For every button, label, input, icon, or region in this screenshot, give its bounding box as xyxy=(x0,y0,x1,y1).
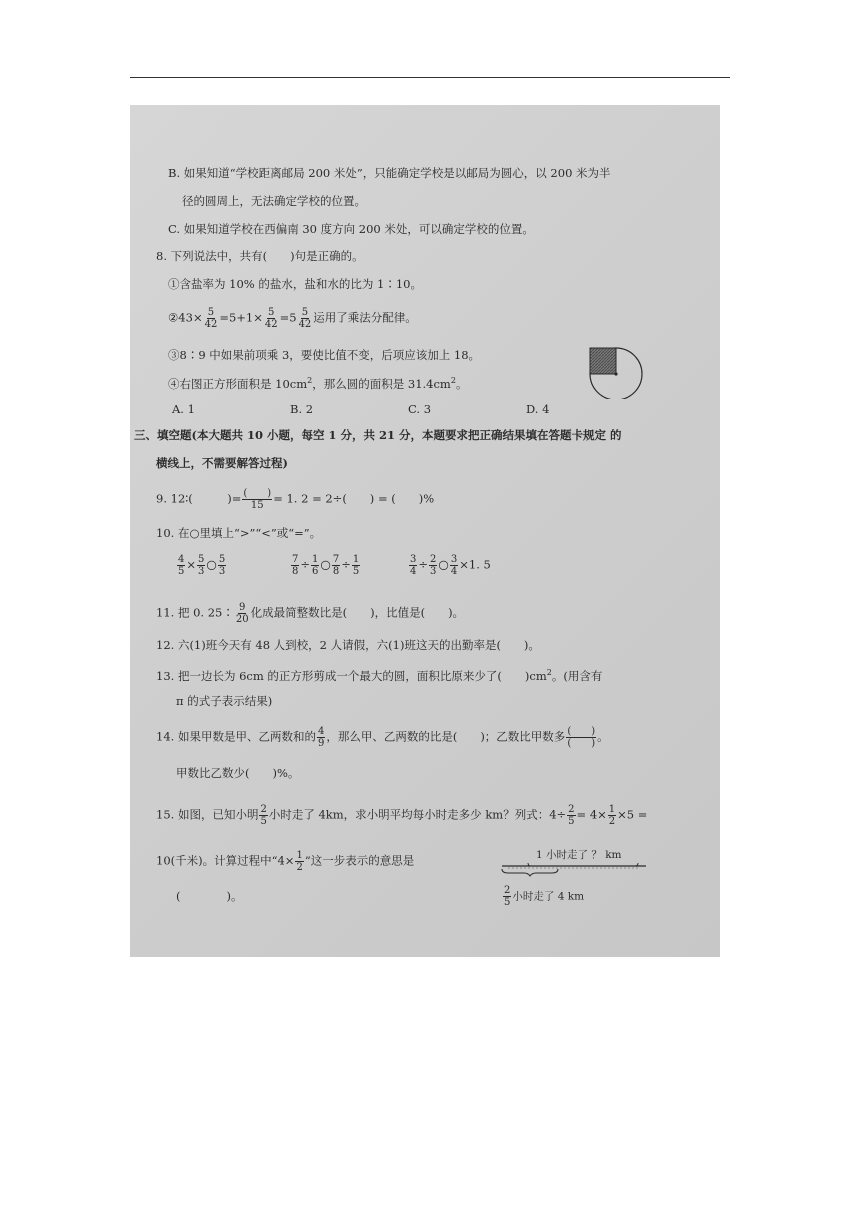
q8-option-b: B. 2 xyxy=(290,402,314,416)
q15-line1: 15. 如图，已知小明 $\frac{2}{5}$ 小时走了 4km，求小明平均每小时走多少 km？列式：4÷ $\frac{2}{5}$ = 4× $\frac{1}{2}$ ×5 = xyxy=(156,804,648,827)
fraction: $\frac{5}{42}$ xyxy=(204,307,218,330)
q8-option-d: D. 4 xyxy=(526,402,550,416)
q13-line2: π 的式子表示结果) xyxy=(176,694,273,708)
compare-circle: ○ xyxy=(206,557,217,572)
q7-option-c: C. 如果知道学校在西偏南 30 度方向 200 米处，可以确定学校的位置。 xyxy=(168,222,534,236)
q8-option-c: C. 3 xyxy=(408,402,432,416)
compare-circle: ○ xyxy=(438,557,449,572)
q13-line1: 13. 把一边长为 6cm 的正方形剪成一个最大的圆，面积比原来少了( )$cm^2$。(用含有 xyxy=(156,668,603,683)
compare-circle: ○ xyxy=(320,557,331,572)
q10-stem: 10. 在○里填上“>”“<”或“=”。 xyxy=(156,526,322,540)
section3-title-line2: 横线上，不需要解答过程) xyxy=(156,456,288,470)
diagram-bottom-label: $\frac{2}{5}$ 小时走了 4 km xyxy=(504,885,585,908)
q14-line2: 甲数比乙数少( )%。 xyxy=(176,766,300,780)
fraction: $\frac{5}{42}$ xyxy=(264,307,278,330)
q10-expression-2: $\frac{7}{8}$ ÷ $\frac{1}{6}$ ○ $\frac{7}{8}$ ÷ $\frac{1}{5}$ xyxy=(292,554,360,577)
q8-statement-1: ①含盐率为 10% 的盐水，盐和水的比为 1∶10。 xyxy=(168,277,422,291)
q7-option-b-line2: 径的圆周上，无法确定学校的位置。 xyxy=(182,194,366,208)
q12: 12. 六(1)班今天有 48 人到校，2 人请假，六(1)班这天的出勤率是( )。 xyxy=(156,638,540,652)
q8-statement-2: ②43× $\frac{5}{42}$ =5+1× $\frac{5}{42}$ =5 $\frac{5}{42}$ 运用了乘法分配律。 xyxy=(168,307,417,330)
q8-stem: 8. 下列说法中，共有( )句是正确的。 xyxy=(156,249,364,263)
diagram-top-label: 1 小时走了 ？ km xyxy=(536,849,622,861)
section3-title-line1: 三、填空题(本大题共 10 小题，每空 1 分，共 21 分，本题要求把正确结果填在答题卡规定 的 xyxy=(134,428,622,442)
q15-line2: 10(千米)。计算过程中“4× $\frac{1}{2}$ ”这一步表示的意思是 xyxy=(156,850,415,873)
top-rule xyxy=(130,77,730,78)
q8-statement-4: ④右图正方形面积是 $10cm^2$，那么圆的面积是 $31.4cm^2$。 xyxy=(168,376,468,391)
q8-option-a: A. 1 xyxy=(172,402,195,416)
q14-line1: 14. 如果甲数是甲、乙两数和的 $\frac{4}{9}$ ，那么甲、乙两数的比是( )；乙数比甲数多 $\frac{( )}{( )}$ 。 xyxy=(156,726,609,749)
exam-page-photo xyxy=(130,105,720,957)
distance-line-diagram xyxy=(500,861,650,879)
q10-expression-1: $\frac{4}{5}$ × $\frac{5}{3}$ ○ $\frac{5}{3}$ xyxy=(178,554,226,577)
circle-square-figure xyxy=(586,345,648,399)
q15-line3: ( )。 xyxy=(176,889,243,903)
q9: 9. 12∶( )= $\frac{( )}{15}$ = 1. 2 = 2÷( ) = ( )% xyxy=(156,488,435,511)
q11: 11. 把 0. 25∶ $\frac{9}{20}$ 化成最简整数比是( )，比值是( )。 xyxy=(156,602,465,625)
fraction: $\frac{( )}{15}$ xyxy=(243,488,272,511)
bottom-brace xyxy=(502,869,558,876)
q8-statement-3: ③8∶9 中如果前项乘 3，要使比值不变，后项应该加上 18。 xyxy=(168,348,481,362)
shaded-square xyxy=(590,348,616,374)
q7-option-b-line1: B. 如果知道“学校距离邮局 200 米处”，只能确定学校是以邮局为圆心，以 200 米为半 xyxy=(168,166,611,180)
q10-expression-3: $\frac{3}{4}$ ÷ $\frac{2}{3}$ ○ $\frac{3}{4}$ ×1. 5 xyxy=(410,554,491,577)
fraction: $\frac{5}{42}$ xyxy=(298,307,312,330)
center-dot xyxy=(614,372,617,375)
